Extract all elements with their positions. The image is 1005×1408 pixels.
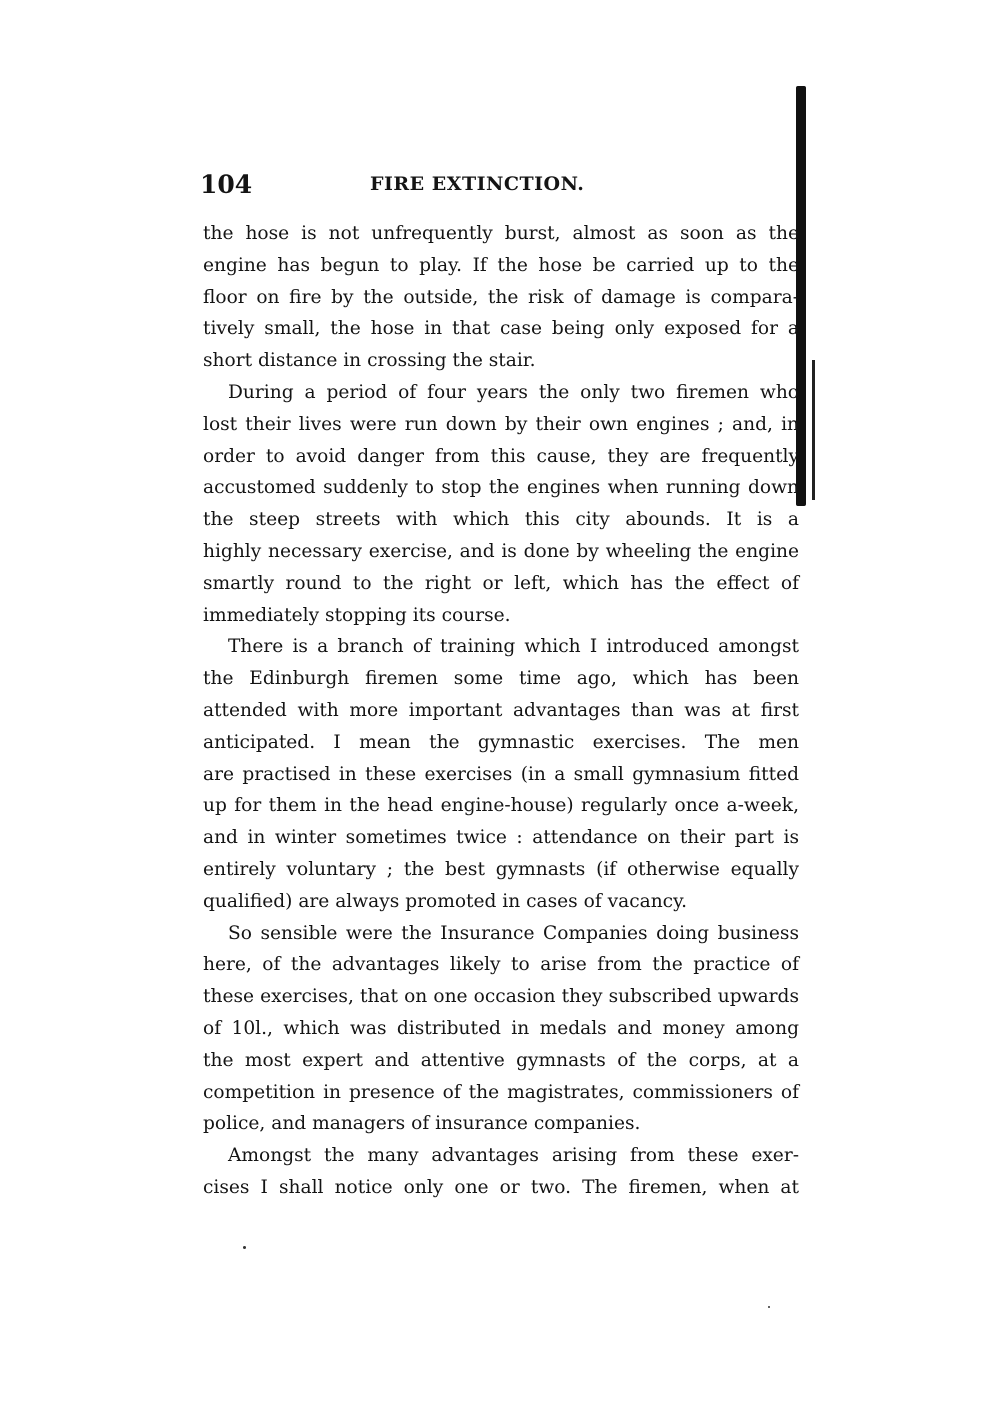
text-line: entirely voluntary ; the best gymnasts (if otherwise equally <box>203 858 799 880</box>
text-line: the steep streets with which this city abounds. It is a <box>203 509 799 531</box>
text-line: lost their lives were run down by their own engines ; and, in <box>203 413 799 435</box>
text-line: There is a branch of training which I introduced amongst <box>228 636 799 658</box>
text-line: competition in presence of the magistrates, commissioners of <box>203 1081 799 1103</box>
text-line: these exercises, that on one occasion they subscribed upwards <box>203 986 799 1008</box>
text-line: up for them in the head engine-house) regularly once a-week, <box>203 795 799 817</box>
scan-speck <box>243 1246 246 1249</box>
text-line: and in winter sometimes twice : attendance on their part is <box>203 827 799 849</box>
text-line: anticipated. I mean the gymnastic exercises. The men <box>203 731 799 753</box>
page-number: 104 <box>200 170 253 199</box>
text-line: police, and managers of insurance companies. <box>203 1113 641 1135</box>
scan-margin-mark-thin <box>812 360 815 500</box>
scan-speck <box>768 1306 770 1308</box>
text-line: the most expert and attentive gymnasts of the corps, at a <box>203 1049 799 1071</box>
running-head <box>200 170 798 200</box>
text-line: cises I shall notice only one or two. The firemen, when at <box>203 1176 799 1198</box>
text-line: Amongst the many advantages arising from these exer- <box>228 1145 799 1167</box>
text-line: the hose is not unfrequently burst, almost as soon as the <box>203 223 799 244</box>
text-line: attended with more important advantages than was at first <box>203 699 799 721</box>
body-text <box>203 218 799 1204</box>
text-line: short distance in crossing the stair. <box>203 350 536 372</box>
text-line: engine has begun to play. If the hose be carried up to the <box>203 254 799 276</box>
text-line: are practised in these exercises (in a small gymnasium fitted <box>203 763 799 785</box>
text-line: So sensible were the Insurance Companies doing business <box>228 922 799 944</box>
text-line: of 10l., which was distributed in medals and money among <box>203 1017 799 1039</box>
text-line: smartly round to the right or left, which has the effect of <box>203 572 799 594</box>
text-line: accustomed suddenly to stop the engines when running down <box>203 477 799 499</box>
text-line: qualified) are always promoted in cases of vacancy. <box>203 890 688 912</box>
text-line: the Edinburgh firemen some time ago, which has been <box>203 668 799 690</box>
text-line: tively small, the hose in that case being only exposed for a <box>203 318 799 340</box>
running-title: FIRE EXTINCTION. <box>370 173 585 195</box>
text-line: immediately stopping its course. <box>203 604 511 626</box>
text-line: highly necessary exercise, and is done by wheeling the engine <box>203 540 799 562</box>
text-line: floor on fire by the outside, the risk of damage is compara- <box>203 286 799 308</box>
text-line: During a period of four years the only two firemen who <box>228 381 799 403</box>
text-line: here, of the advantages likely to arise from the practice of <box>203 954 799 976</box>
text-line: order to avoid danger from this cause, they are frequently <box>203 445 799 467</box>
